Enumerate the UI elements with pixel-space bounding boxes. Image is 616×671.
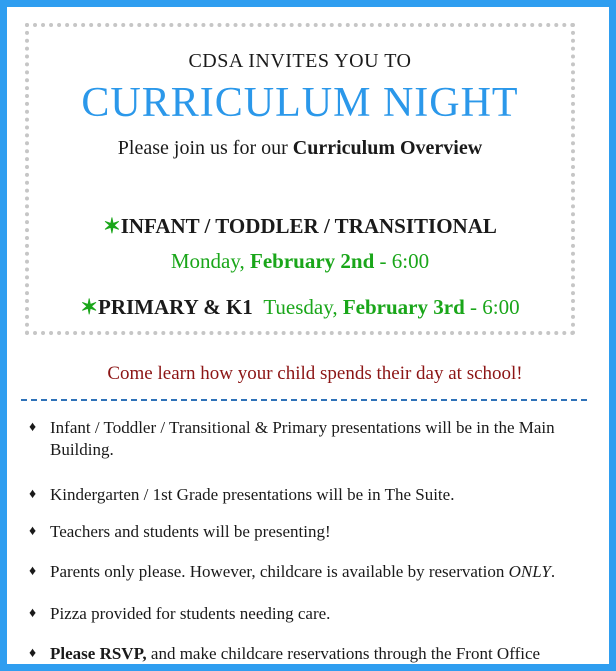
join-emphasis: Curriculum Overview <box>292 137 483 159</box>
session-primary-k1 <box>29 295 571 320</box>
diamond-bullet-icon: ♦ <box>29 487 37 502</box>
list-item-text: Pizza provided for students needing care. <box>50 604 331 623</box>
invite-box <box>25 23 575 335</box>
list-item-text-prefix: Parents only please. However, childcare is available by reservation <box>50 562 509 581</box>
list-item-text <box>50 643 606 665</box>
rsvp-emphasis: Please RSVP, <box>50 644 147 663</box>
session-day: Monday, <box>170 249 251 273</box>
session-time: - 6:00 <box>374 249 430 273</box>
list-item-text <box>50 561 606 583</box>
diamond-bullet-icon: ♦ <box>29 564 37 579</box>
list-item-text-emphasis: ONLY <box>508 562 551 581</box>
session-day: Tuesday, <box>263 295 343 319</box>
join-line <box>29 137 571 160</box>
star-icon: ✶ <box>103 214 121 238</box>
session-infant-toddler <box>29 214 571 239</box>
list-item-text-rest: and make childcare reservations through the Front Office <box>146 644 541 663</box>
event-title: CURRICULUM NIGHT <box>81 80 519 126</box>
invite-heading: CDSA INVITES YOU TO <box>188 50 412 72</box>
session-time: - 6:00 <box>464 295 520 319</box>
star-icon: ✶ <box>80 295 99 319</box>
session-date: February 3rd <box>342 295 465 319</box>
list-item-text: Teachers and students will be presenting! <box>50 522 331 541</box>
tagline: Come learn how your child spends their day at school! <box>107 363 523 384</box>
list-item-text-suffix: . <box>550 562 556 581</box>
dashed-divider <box>21 399 587 401</box>
diamond-bullet-icon: ♦ <box>29 646 37 661</box>
session-infant-toddler-date <box>29 249 571 274</box>
session-date: February 2nd <box>250 249 375 273</box>
join-prefix: Please join us for our <box>117 137 293 159</box>
diamond-bullet-icon: ♦ <box>29 606 37 621</box>
diamond-bullet-icon: ♦ <box>29 524 37 539</box>
list-item-text: Kindergarten / 1st Grade presentations will be in The Suite. <box>50 485 455 504</box>
list-item-text: Infant / Toddler / Transitional & Primary presentations will be in the Main Building. <box>50 418 555 459</box>
session-primary-k1-date <box>263 295 519 319</box>
diamond-bullet-icon: ♦ <box>29 420 37 435</box>
session-label: INFANT / TODDLER / TRANSITIONAL <box>120 214 497 238</box>
session-label: PRIMARY & K1 <box>98 295 253 319</box>
